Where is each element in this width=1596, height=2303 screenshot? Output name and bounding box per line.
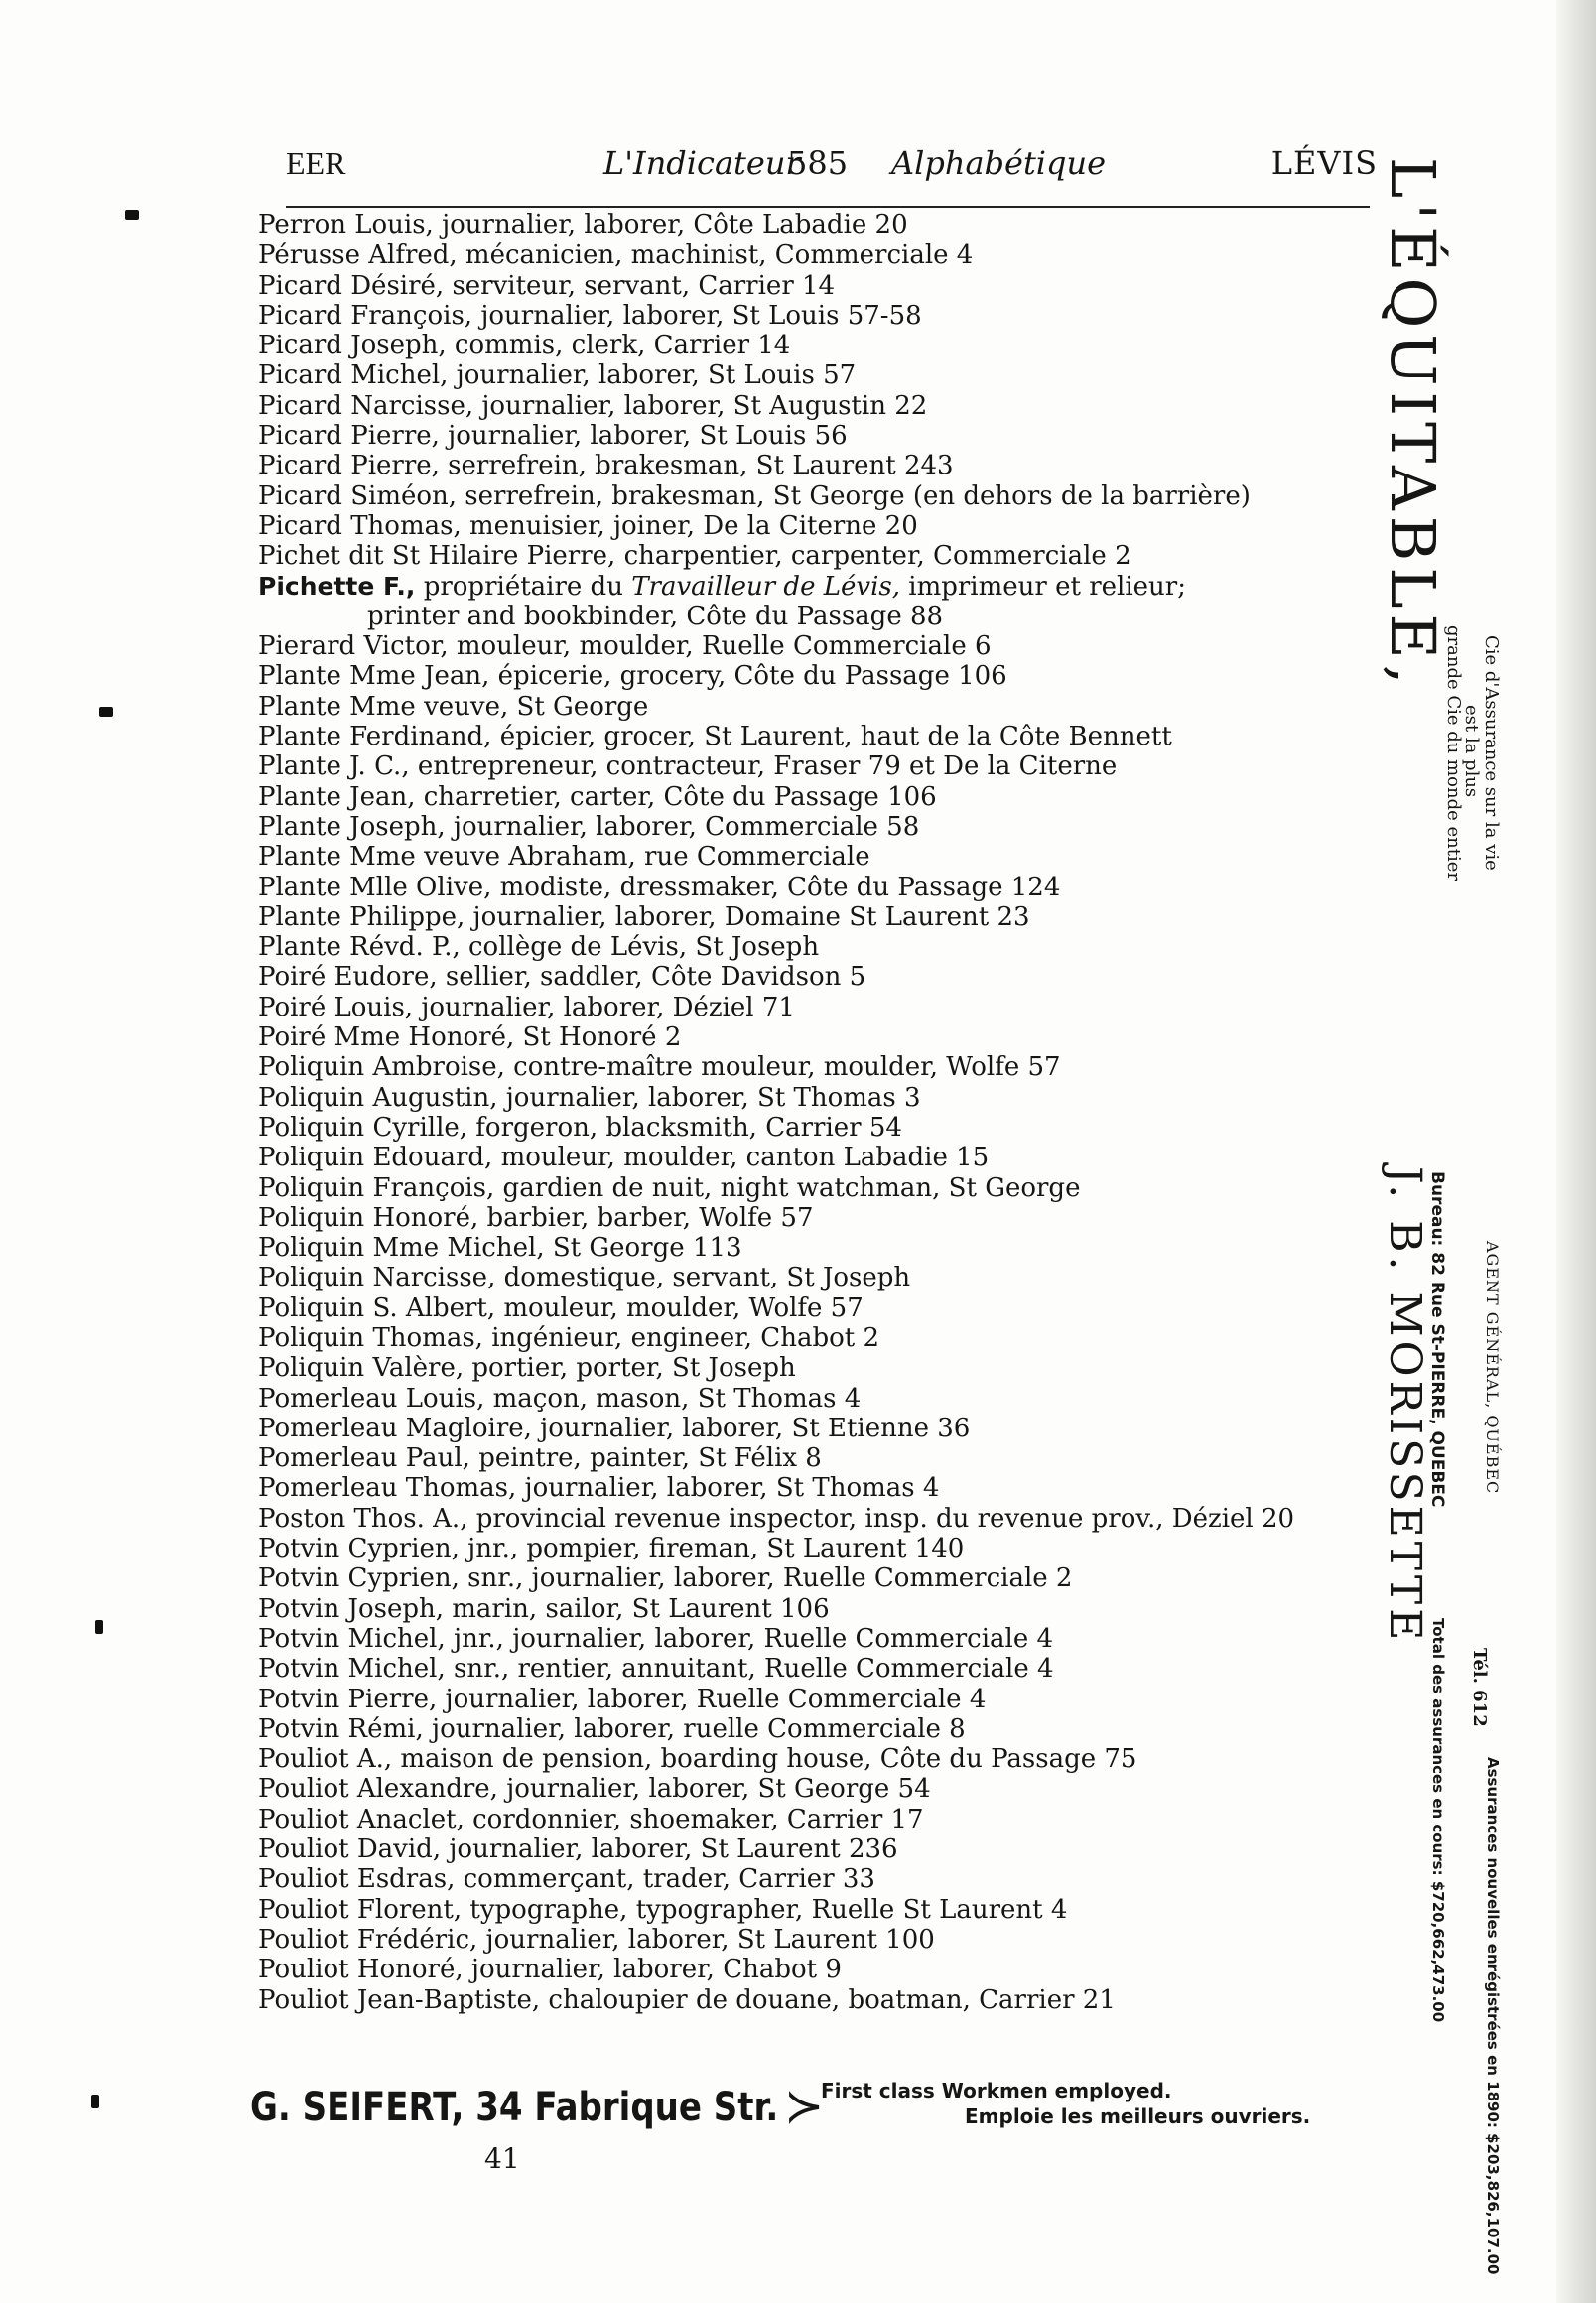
list-item: Pouliot Esdras, commerçant, trader, Carrier 33 [258,1864,875,1895]
side-ad-assurances-total: Total des assurances en cours: $720,662,473.00 [1429,1618,1447,2023]
list-item: Plante Jean, charretier, carter, Côte du Passage 106 [258,781,937,812]
list-item: Poliquin Honoré, barbier, barber, Wolfe 57 [258,1202,814,1233]
side-ad-agent: J. B. MORISSETTE [1380,1166,1430,1645]
list-item: Plante Joseph, journalier, laborer, Commerciale 58 [258,811,920,842]
footer-advertisement [250,2075,1372,2144]
list-item: Pouliot Florent, typographe, typographer, Ruelle St Laurent 4 [258,1894,1068,1925]
list-item: Pichet dit St Hilaire Pierre, charpentier, carpenter, Commerciale 2 [258,541,1131,572]
list-item: Poliquin Narcisse, domestique, servant, St Joseph [258,1263,911,1293]
list-item: Pouliot A., maison de pension, boarding house, Côte du Passage 75 [258,1744,1137,1775]
list-item: Picard Siméon, serrefrein, brakesman, St George (en dehors de la barrière) [258,480,1251,511]
list-item: Pouliot Honoré, journalier, laborer, Chabot 9 [258,1955,842,1985]
side-ad-company-line2: est la plus [1461,705,1482,798]
brace-icon: ≻ [784,2079,825,2134]
side-ad-company-line1: Cie d'Assurance sur la vie [1481,635,1502,871]
list-item: Potvin Rémi, journalier, laborer, ruelle Commerciale 8 [258,1713,966,1744]
list-item: Poliquin Mme Michel, St George 113 [258,1233,742,1264]
list-item: Poliquin Valère, portier, porter, St Joseph [258,1353,796,1384]
header-left: EER [286,145,346,181]
list-item: Potvin Pierre, journalier, laborer, Ruelle Commerciale 4 [258,1684,987,1714]
list-item: Picard Thomas, menuisier, joiner, De la Citerne 20 [258,510,918,541]
page-edge [1556,0,1596,2303]
list-item: Potvin Cyprien, jnr., pompier, fireman, St Laurent 140 [258,1534,965,1564]
directory-listing [258,210,1380,2015]
ad-tagline-english: First class Workmen employed. [821,2079,1172,2102]
list-item: Poliquin Ambroise, contre-maître mouleur, moulder, Wolfe 57 [258,1052,1061,1083]
list-item: Pomerleau Paul, peintre, painter, St Félix 8 [258,1443,822,1474]
list-item: Plante Mme Jean, épicerie, grocery, Côte du Passage 106 [258,661,1007,692]
list-item: Pouliot Anaclet, cordonnier, shoemaker, Carrier 17 [258,1804,924,1834]
side-ad-agent-sub: AGENT GÉNÉRAL, QUÉBEC [1483,1241,1502,1495]
list-item: Picard François, journalier, laborer, St Louis 57-58 [258,300,922,331]
list-item: Poliquin François, gardien de nuit, night watchman, St George [258,1172,1081,1203]
list-item: Pouliot Jean-Baptiste, chaloupier de douane, boatman, Carrier 21 [258,1984,1116,2015]
list-item: Picard Michel, journalier, laborer, St Louis 57 [258,360,857,391]
side-ad-details [1443,149,1504,2275]
list-item: Plante Mlle Olive, modiste, dressmaker, Côte du Passage 124 [258,872,1061,902]
list-item: Pouliot Alexandre, journalier, laborer, St George 54 [258,1774,931,1805]
featured-text: propriétaire du [415,571,632,602]
header-page-number: 585 [787,144,849,182]
list-item: Potvin Michel, snr., rentier, annuitant, Ruelle Commerciale 4 [258,1654,1054,1685]
list-item: Picard Pierre, serrefrein, brakesman, St Laurent 243 [258,451,954,481]
list-item: Picard Pierre, journalier, laborer, St Louis 56 [258,421,848,452]
list-item-featured [258,572,1380,602]
list-item: Plante J. C., entrepreneur, contracteur, Fraser 79 et De la Citerne [258,751,1118,782]
side-ad-tel: Tél. 612 [1469,1648,1490,1727]
featured-name: Pichette F., [258,571,416,601]
list-item: Poston Thos. A., provincial revenue inspector, insp. du revenue prov., Déziel 20 [258,1503,1295,1534]
header-right: LÉVIS [1270,144,1378,182]
list-item: Pomerleau Magloire, journalier, laborer, St Etienne 36 [258,1413,971,1443]
featured-italic: Travailleur de Lévis, [631,571,900,602]
list-item: Pomerleau Louis, maçon, mason, St Thomas 4 [258,1383,862,1414]
list-item: Pérusse Alfred, mécanicien, machinist, Commerciale 4 [258,240,974,271]
list-item: Poiré Louis, journalier, laborer, Déziel 71 [258,992,795,1022]
list-item: Plante Mme veuve Abraham, rue Commerciale [258,842,870,873]
list-item: Pomerleau Thomas, journalier, laborer, St Thomas 4 [258,1473,940,1504]
list-item: Picard Désiré, serviteur, servant, Carrier 14 [258,270,836,301]
list-item: Pouliot Frédéric, journalier, laborer, St Laurent 100 [258,1924,935,1955]
list-item: Potvin Joseph, marin, sailor, St Laurent 106 [258,1593,830,1624]
side-ad-assurances-new: Assurances nouvelles enrégistrées en 1890: $203,826,107.00 [1484,1757,1502,2275]
header-title-2: Alphabétique [891,144,1107,182]
advertiser-name: G. SEIFERT, 34 Fabrique Str. [250,2085,779,2130]
list-item: Potvin Michel, jnr., journalier, laborer, Ruelle Commerciale 4 [258,1623,1054,1654]
list-item: Poiré Eudore, sellier, saddler, Côte Davidson 5 [258,962,866,993]
list-item: Pouliot David, journalier, laborer, St Laurent 236 [258,1834,898,1865]
margin-mark [99,707,113,717]
list-item: Poliquin Edouard, mouleur, moulder, canton Labadie 15 [258,1143,990,1173]
list-item: Poliquin Cyrille, forgeron, blacksmith, Carrier 54 [258,1112,902,1143]
side-ad-office-address: Bureau: 82 Rue St-PIERRE, QUEBEC [1427,1171,1447,1508]
margin-mark [95,1620,103,1634]
page-number: 41 [484,2142,520,2175]
list-item: Poiré Mme Honoré, St Honoré 2 [258,1022,682,1053]
margin-mark [91,2095,99,2108]
list-item: Plante Révd. P., collège de Lévis, St Joseph [258,932,820,963]
side-ad-company-line3: grande Cie du monde entier [1443,625,1464,881]
list-item: Perron Louis, journalier, laborer, Côte Labadie 20 [258,210,908,240]
list-item: Pierard Victor, mouleur, moulder, Ruelle Commerciale 6 [258,631,992,662]
list-item-continuation: printer and bookbinder, Côte du Passage 88 [367,601,944,631]
margin-mark [125,210,139,220]
list-item: Potvin Cyprien, snr., journalier, laborer, Ruelle Commerciale 2 [258,1563,1073,1594]
list-item: Poliquin S. Albert, mouleur, moulder, Wolfe 57 [258,1292,864,1323]
featured-text-end: imprimeur et relieur; [900,571,1186,602]
list-item: Poliquin Augustin, journalier, laborer, St Thomas 3 [258,1082,921,1113]
list-item: Picard Narcisse, journalier, laborer, St Augustin 22 [258,390,928,421]
running-header [286,139,1378,187]
list-item: Poliquin Thomas, ingénieur, engineer, Chabot 2 [258,1322,879,1353]
side-ad-title: L'ÉQUITABLE, [1377,157,1449,691]
header-rule [286,206,1370,208]
list-item: Plante Philippe, journalier, laborer, Domaine St Laurent 23 [258,901,1030,932]
list-item: Plante Mme veuve, St George [258,691,649,722]
list-item: Plante Ferdinand, épicier, grocer, St Laurent, haut de la Côte Bennett [258,722,1172,752]
ad-tagline-french: Emploie les meilleurs ouvriers. [965,2104,1311,2128]
list-item: Picard Joseph, commis, clerk, Carrier 14 [258,331,791,361]
header-title: L'Indicateur [603,144,801,182]
